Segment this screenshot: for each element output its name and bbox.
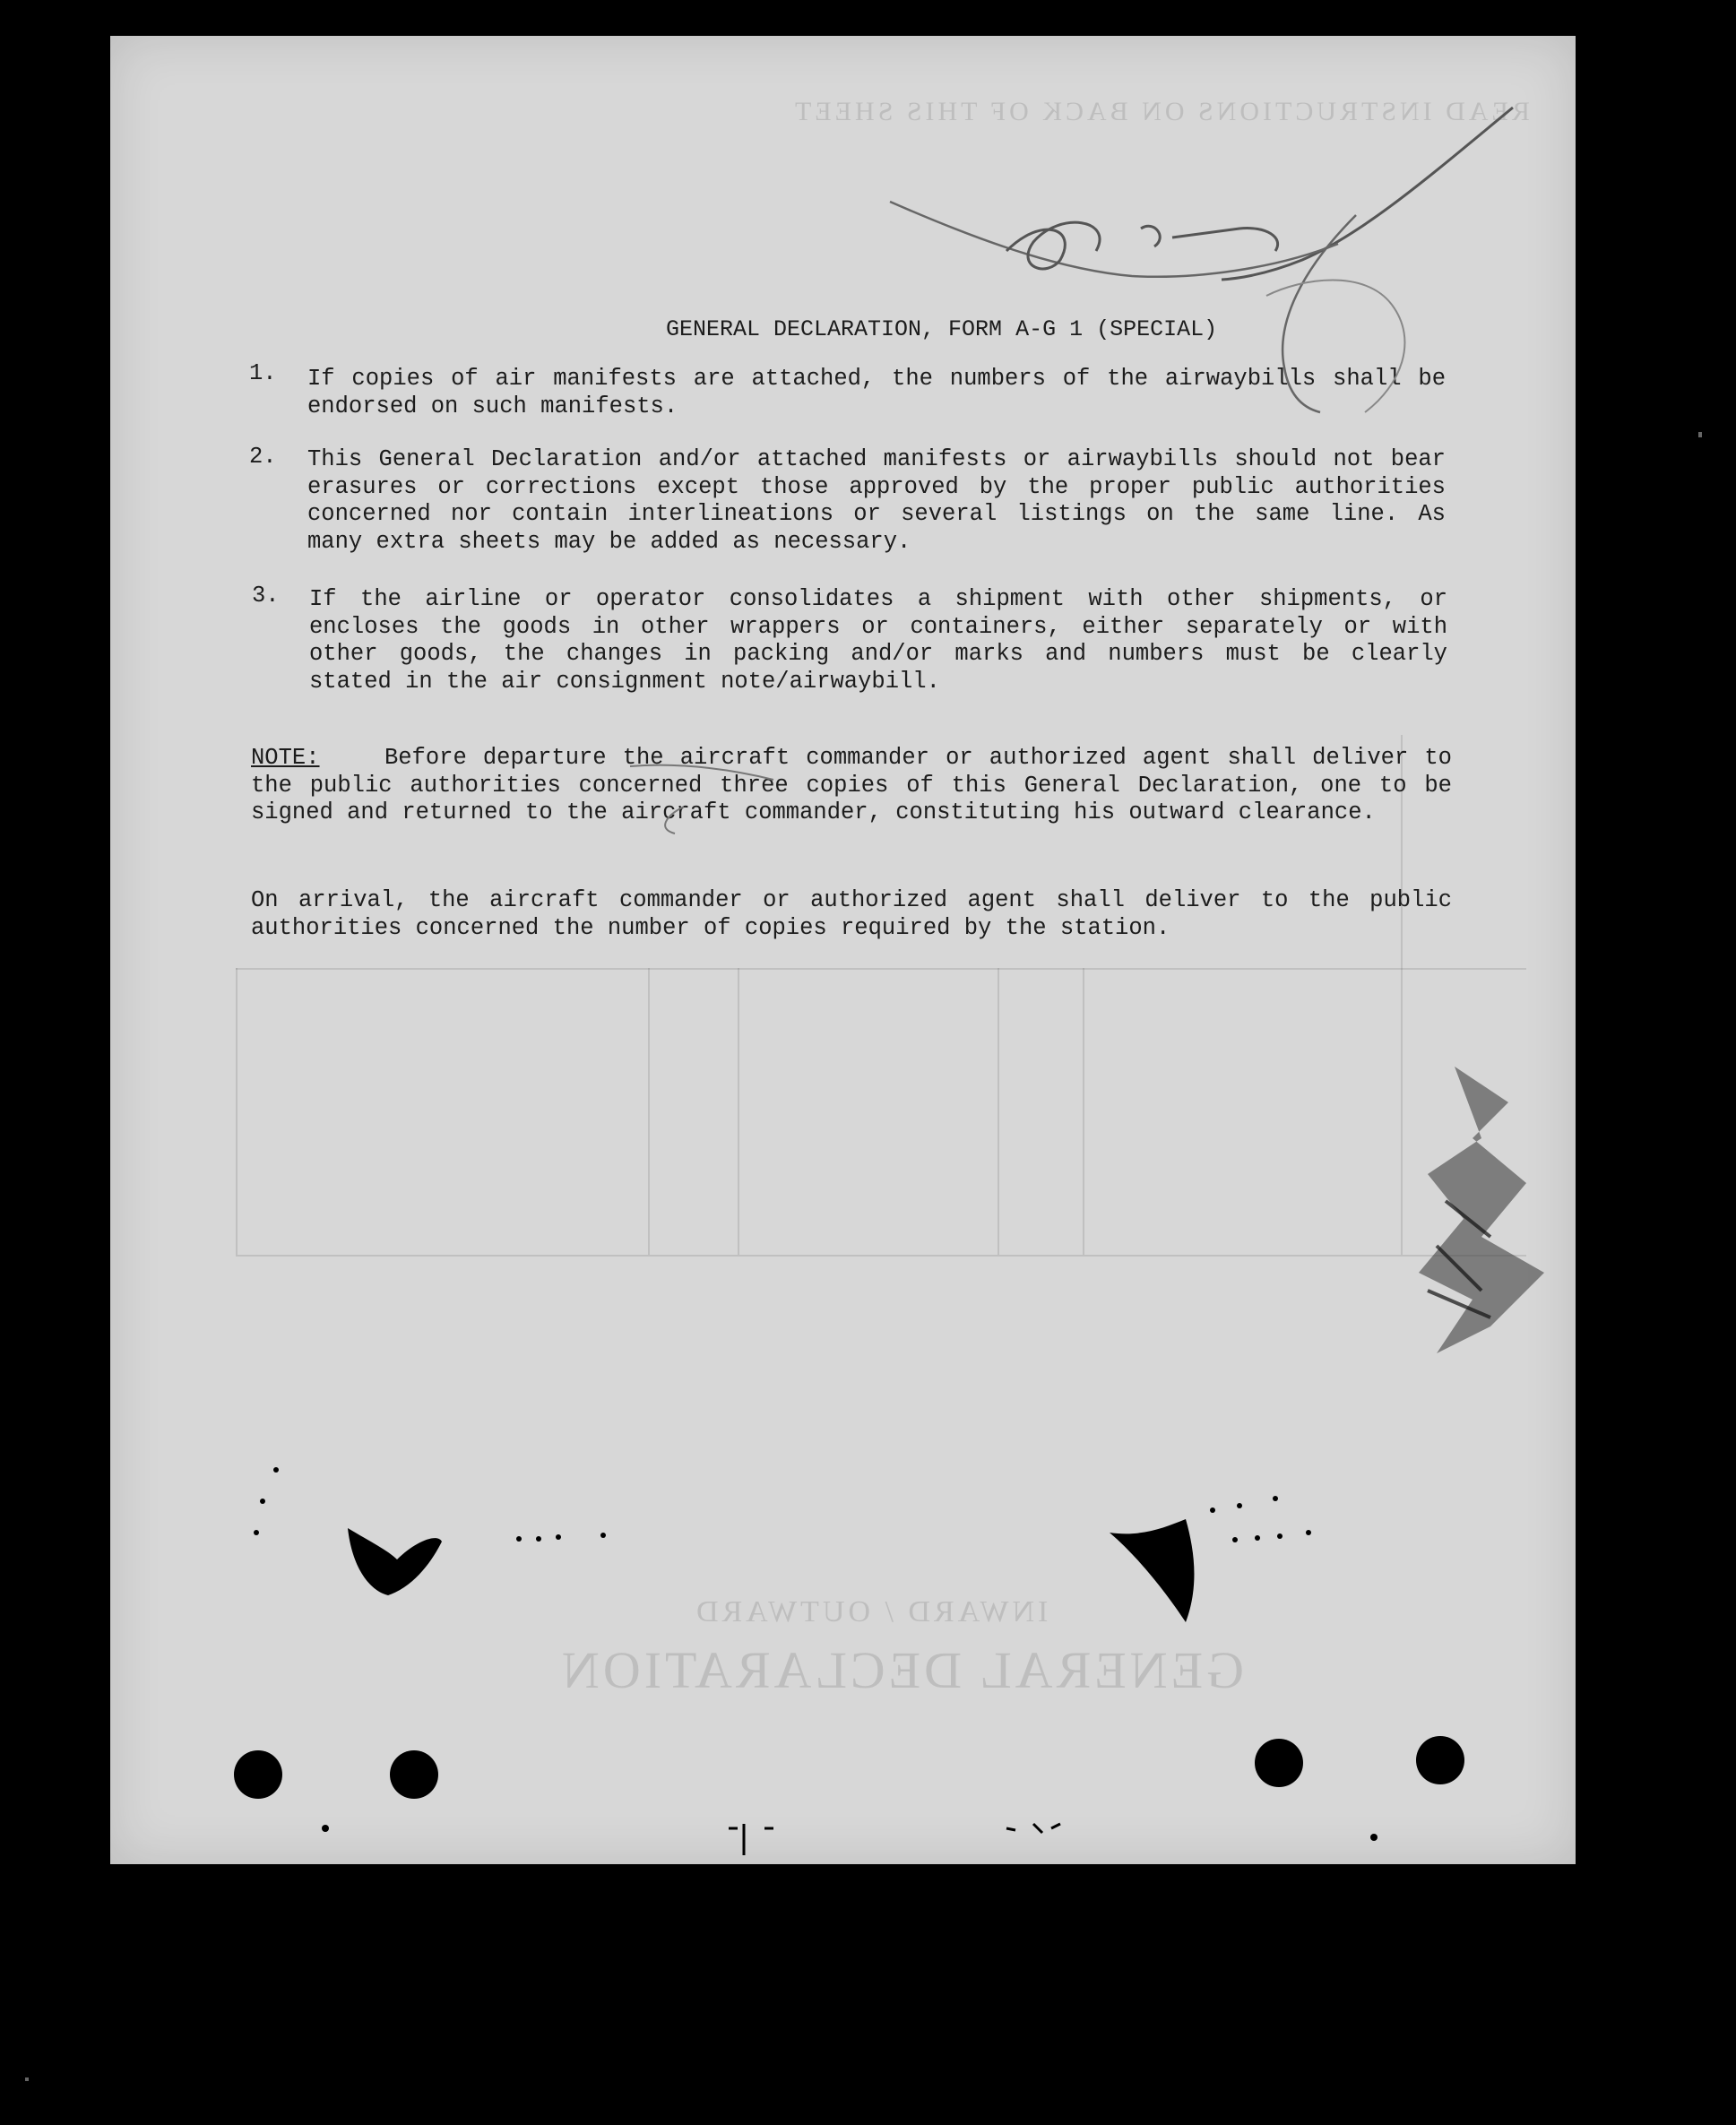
punch-hole — [390, 1750, 438, 1799]
speck — [25, 2077, 29, 2081]
bleed-through-subheading: INWARD / OUTWARD — [693, 1595, 1049, 1628]
speck — [1698, 432, 1702, 437]
bleed-through-heading: GENERAL DECLARATION — [558, 1641, 1244, 1699]
instruction-item-2: This General Declaration and/or attached manifests or airwaybills should not bear erasures or corrections except those approved by the proper public authorities concerned nor contain interlineations or several listings on the same line. As many extra sheets may be added as necessary. — [307, 446, 1446, 555]
item-number: 1. — [249, 360, 277, 386]
bleed-grid-line — [236, 968, 238, 1255]
note-label: NOTE: — [251, 745, 320, 771]
bleed-grid-line — [738, 968, 739, 1255]
page-title: GENERAL DECLARATION, FORM A-G 1 (SPECIAL) — [666, 316, 1218, 342]
arrival-paragraph: On arrival, the aircraft commander or authorized agent shall deliver to the public authorities concerned the number of copies required by the station. — [251, 887, 1452, 941]
item-number: 3. — [252, 583, 280, 609]
bleed-grid-line — [1083, 968, 1084, 1255]
note-paragraph — [251, 745, 1452, 827]
torn-edge-marks — [110, 36, 1576, 1864]
item-number: 2. — [249, 444, 277, 470]
bleed-grid-line — [236, 1255, 1526, 1257]
bleed-grid-line — [648, 968, 650, 1255]
document-page — [110, 36, 1576, 1864]
bleed-grid-line — [998, 968, 999, 1255]
punch-hole — [234, 1750, 282, 1799]
pencil-scribble — [110, 36, 1576, 1864]
instruction-item-3: If the airline or operator consolidates a shipment with other shipments, or encloses the goods in other wrappers or containers, either separately or with other goods, the changes in packing and/or marks and numbers must be clearly stated in the air consignment note/airwaybill. — [309, 586, 1447, 695]
punch-hole — [1255, 1739, 1303, 1787]
bleed-through-top: READ INSTRUCTIONS ON BACK OF THIS SHEET — [791, 97, 1530, 126]
burn-marks — [110, 36, 1576, 1864]
punch-hole — [1416, 1736, 1464, 1784]
bleed-grid-line — [236, 968, 1526, 970]
instruction-item-1: If copies of air manifests are attached, the numbers of the airwaybills shall be endorsed on such manifests. — [307, 366, 1446, 419]
note-text: Before departure the aircraft commander or authorized agent shall deliver to the public authorities concerned three copies of this General Declaration, one to be signed and returned to the aircraft commander, constituting his outward clearance. — [251, 745, 1452, 825]
